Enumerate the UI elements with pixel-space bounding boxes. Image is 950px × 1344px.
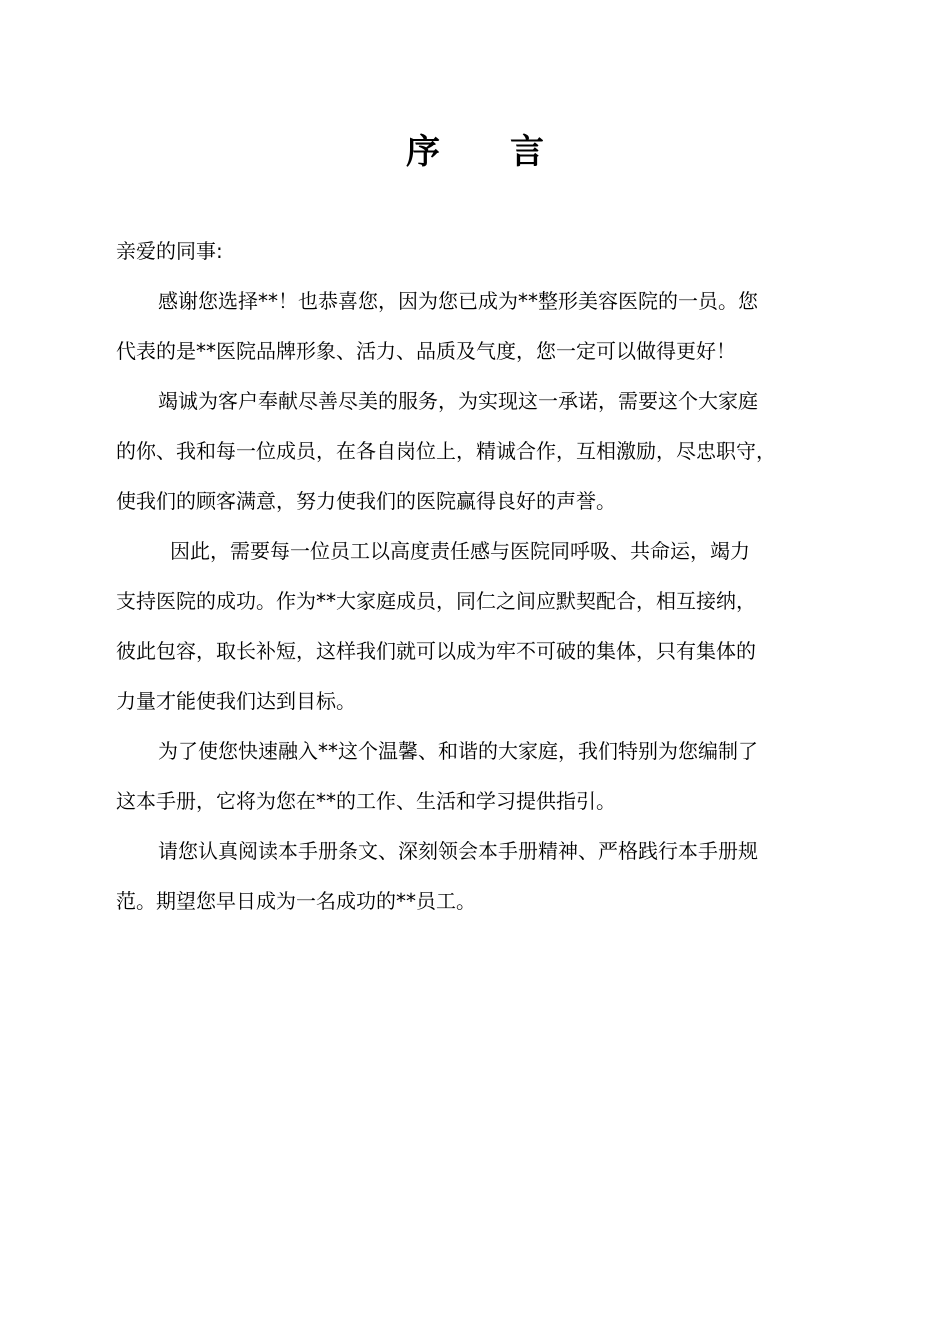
paragraph-2-line-2: 的你、我和每一位成员，在各自岗位上，精诚合作，互相激励，尽忠职守， [116, 439, 776, 463]
paragraph-2-line-1: 竭诚为客户奉献尽善尽美的服务，为实现这一承诺，需要这个大家庭 [158, 389, 758, 413]
paragraph-3-line-2: 支持医院的成功。作为**大家庭成员，同仁之间应默契配合，相互接纳， [116, 589, 756, 613]
salutation: 亲爱的同事: [116, 239, 223, 263]
paragraph-3-line-1: 因此，需要每一位员工以高度责任感与医院同呼吸、共命运，竭力 [170, 539, 750, 563]
paragraph-5-line-2: 范。期望您早日成为一名成功的**员工。 [116, 889, 476, 913]
title-char-2: 言 [510, 132, 544, 172]
preface-body [116, 226, 846, 926]
paragraph-1-line-1: 感谢您选择**！也恭喜您，因为您已成为**整形美容医院的一员。您 [158, 289, 758, 313]
paragraph-2-line-3: 使我们的顾客满意，努力使我们的医院赢得良好的声誉。 [116, 489, 616, 513]
page-title [0, 128, 950, 176]
paragraph-4-line-1: 为了使您快速融入**这个温馨、和谐的大家庭，我们特别为您编制了 [158, 739, 758, 763]
paragraph-5-line-1: 请您认真阅读本手册条文、深刻领会本手册精神、严格践行本手册规 [158, 839, 758, 863]
paragraph-1-line-2: 代表的是**医院品牌形象、活力、品质及气度，您一定可以做得更好！ [116, 339, 736, 363]
title-char-1: 序 [406, 132, 440, 172]
paragraph-4-line-2: 这本手册，它将为您在**的工作、生活和学习提供指引。 [116, 789, 616, 813]
paragraph-3-line-4: 力量才能使我们达到目标。 [116, 689, 356, 713]
paragraph-3-line-3: 彼此包容，取长补短，这样我们就可以成为牢不可破的集体，只有集体的 [116, 639, 756, 663]
